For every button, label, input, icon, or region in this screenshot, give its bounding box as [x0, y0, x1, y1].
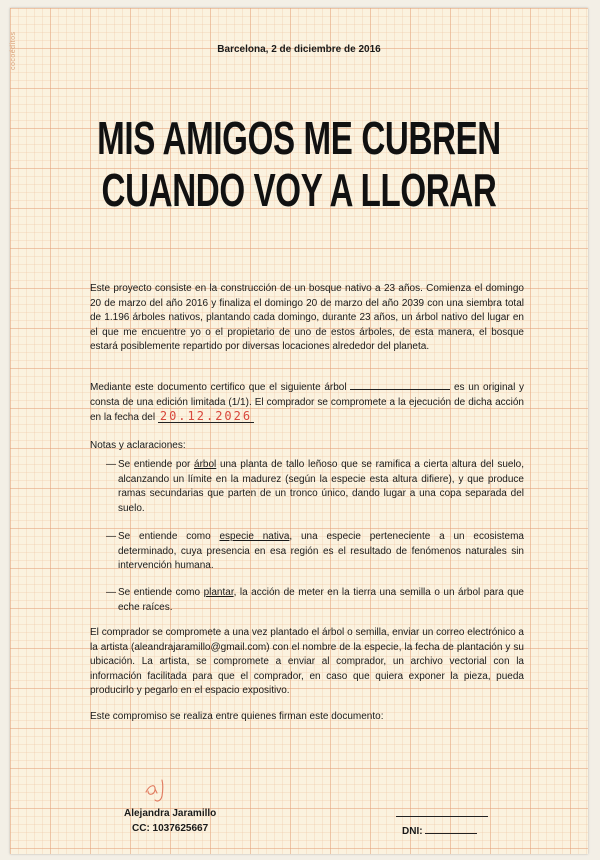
note-lead: Se entiende como [118, 587, 204, 598]
certify-text-1: Mediante este documento certifico que el siguiente árbol [90, 382, 347, 393]
title-line-2: CUANDO VOY A LLORAR [101, 164, 497, 216]
buyer-commitment-paragraph: El comprador se compromete a una vez plantado el árbol o semilla, enviar un correo electrónico a la artista (aleandrajaramillo@gmail.com) con el nombre de la especie, la fecha de plantación y su ubicación. La artista, se compromete a enviar al comprador, un archivo vectorial con la información facilitada para que el comprador, en caso que quiera exponer la pieza, pueda producirlo y pegarlo en el espacio expositivo. [90, 627, 524, 696]
note-item-plantar [106, 586, 524, 615]
dash-bullet: — [106, 531, 116, 542]
certificate-sheet [10, 8, 588, 854]
page-title [91, 112, 507, 216]
note-lead: Se entiende como [118, 531, 220, 542]
signer-name: Alejandra Jaramillo [124, 808, 217, 819]
tree-name-blank [350, 380, 450, 390]
note-item-arbol [106, 458, 524, 516]
dni-label: DNI: [402, 826, 423, 837]
edge-mark-text: cocoéditos [10, 31, 17, 70]
note-body [106, 586, 524, 615]
note-term: árbol [194, 459, 217, 470]
note-rest: una planta de tallo leñoso que se ramifica a cierta altura del suelo, alcanzando un límite en la madurez (según la especie esta altura difiere), y que produce ramas secundarias que parten de un tronco único, dando lugar a una copa separada del suelo. [118, 459, 525, 514]
note-item-especie-nativa [106, 530, 524, 574]
note-term: plantar [203, 587, 234, 598]
note-lead: Se entiende por [118, 459, 195, 470]
title-line-1: MIS AMIGOS ME CUBREN [97, 112, 501, 164]
dash-bullet: — [106, 587, 116, 598]
handwritten-signature [142, 776, 172, 804]
note-rest: , la acción de meter en la tierra una semilla o un árbol para que eche raíces. [118, 587, 524, 613]
notes-heading: Notas y aclaraciones: [90, 440, 186, 451]
buyer-signature-line [396, 816, 488, 817]
dash-bullet: — [106, 459, 116, 470]
date-line: Barcelona, 2 de diciembre de 2016 [217, 44, 381, 55]
note-body [106, 458, 524, 516]
certify-paragraph [90, 380, 524, 426]
dni-blank [425, 824, 477, 834]
note-term: especie nativa [219, 531, 290, 542]
note-body [106, 530, 524, 574]
note-rest: , una especie perteneciente a un ecosistema determinado, cuya presencia en esa región es el resultado de fenómenos naturales sin intervención humana. [118, 531, 524, 571]
signer-id: CC: 1037625667 [132, 823, 209, 834]
dni-field [402, 824, 477, 837]
stamped-date: 20.12.2026 [159, 409, 253, 423]
intro-paragraph: Este proyecto consiste en la construcción de un bosque nativo a 23 años. Comienza el domingo 20 de marzo del año 2016 y finaliza el domingo 20 de marzo del año 2039 con una siembra total de 1.196 árboles nativos, plantando cada domingo, durante 23 años, un árbol nativo del lugar en el que me encuentre yo o el propietario de uno de estos árboles, de esta manera, el bosque estará posiblemente repartido por diversas locaciones alrededor del planeta. [90, 283, 524, 352]
certify-text-2: es un original y consta de una edición limitada (1/1). El comprador se compromete a la ejecución de dicha acción en la fecha del [90, 382, 524, 423]
closing-paragraph: Este compromiso se realiza entre quienes firman este documento: [90, 711, 384, 722]
